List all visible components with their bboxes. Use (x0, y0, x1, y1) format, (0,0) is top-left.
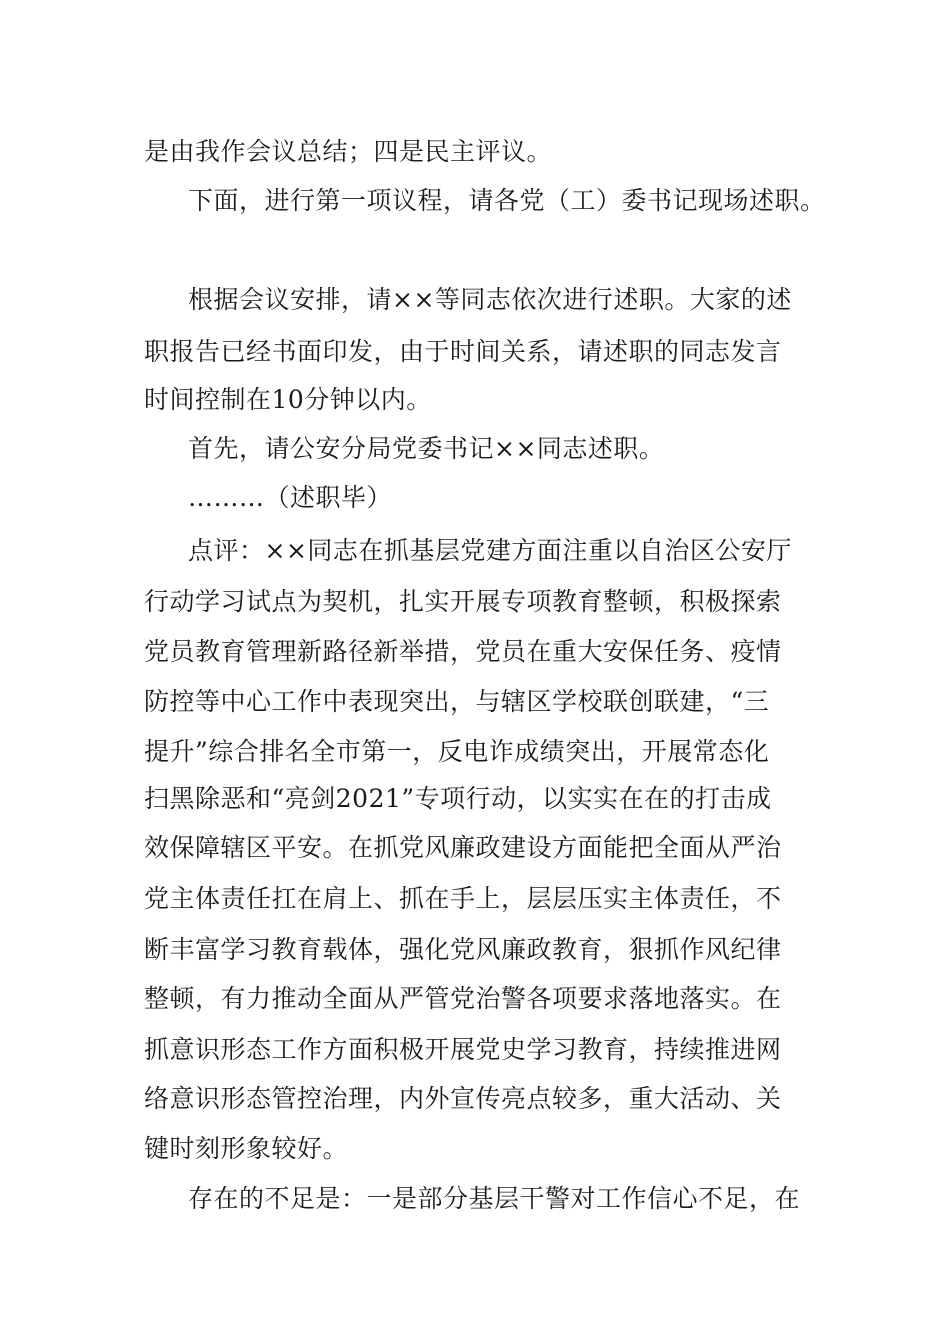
text-line: ………（述职毕） (188, 483, 393, 512)
text-line: 点评：××同志在抓基层党建方面注重以自治区公安厅 (188, 536, 792, 565)
text-line: 防控等中心工作中表现突出，与辖区学校联创联建，“三 (144, 687, 770, 716)
text-line: 断丰富学习教育载体，强化党风廉政教育，狠抓作风纪律 (144, 935, 782, 964)
text-line: 提升”综合排名全市第一，反电诈成绩突出，开展常态化 (144, 737, 770, 766)
text-line: 扫黑除恶和“亮剑2021”专项行动，以实实在在的打击成 (144, 784, 772, 813)
text-line: 党员教育管理新路径新举措，党员在重大安保任务、疫情 (144, 637, 782, 666)
text-line: 抓意识形态工作方面积极开展党史学习教育，持续推进网 (144, 1035, 782, 1064)
text-line: 下面，进行第一项议程，请各党（工）委书记现场述职。 (188, 186, 826, 215)
text-line: 时间控制在10分钟以内。 (144, 385, 432, 414)
text-line: 效保障辖区平安。在抓党风廉政建设方面能把全面从严治 (144, 833, 782, 862)
text-line: 首先，请公安分局党委书记××同志述职。 (188, 434, 665, 463)
text-line: 存在的不足是：一是部分基层干警对工作信心不足，在 (188, 1184, 801, 1213)
text-line: 党主体责任扛在肩上、抓在手上，层层压实主体责任，不 (144, 884, 782, 913)
text-line: 职报告已经书面印发，由于时间关系，请述职的同志发言 (144, 337, 782, 366)
text-line: 整顿，有力推动全面从严管党治警各项要求落地落实。在 (144, 984, 782, 1013)
text-line: 是由我作会议总结；四是民主评议。 (144, 137, 553, 166)
text-line: 络意识形态管控治理，内外宣传亮点较多，重大活动、关 (144, 1084, 782, 1113)
text-line: 行动学习试点为契机，扎实开展专项教育整顿，积极探索 (144, 587, 782, 616)
text-line: 根据会议安排，请××等同志依次进行述职。大家的述 (188, 285, 792, 314)
text-line: 键时刻形象较好。 (144, 1134, 349, 1163)
